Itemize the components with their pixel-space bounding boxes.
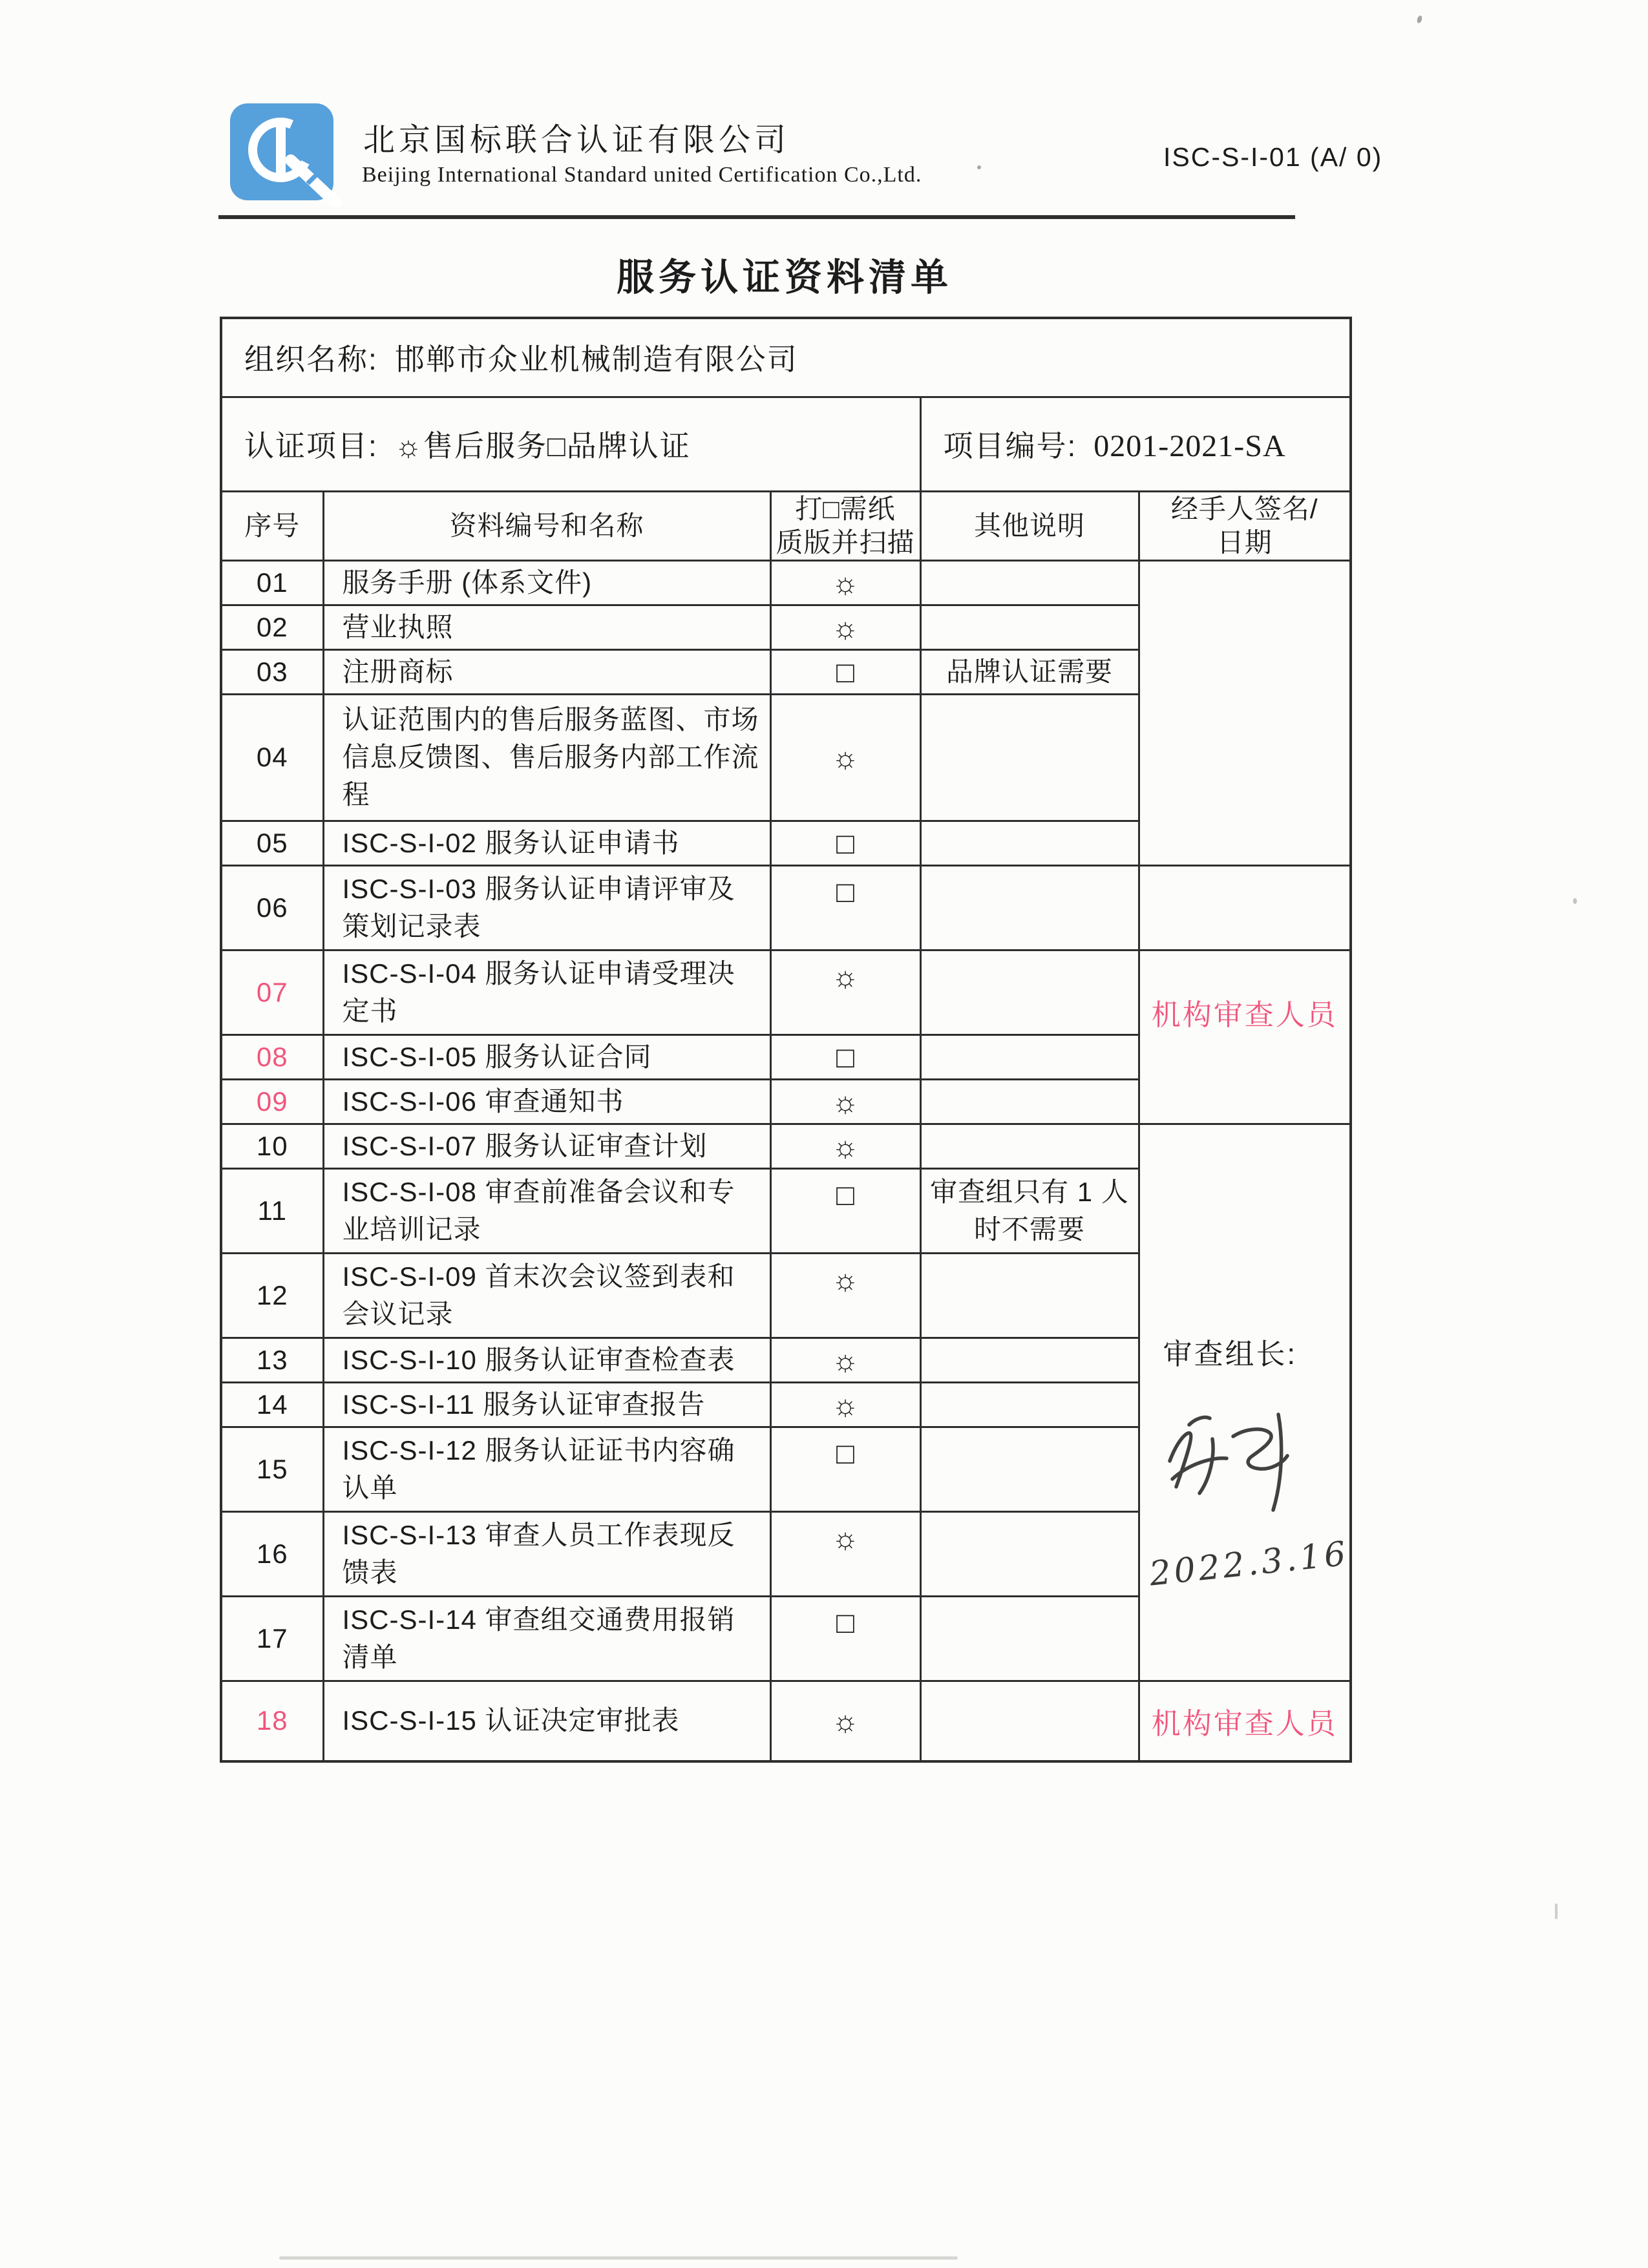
doc-name: ISC-S-I-11 服务认证审查报告 — [323, 1382, 770, 1427]
row-number: 04 — [221, 694, 323, 821]
note-cell: 审查组只有 1 人 时不需要 — [920, 1168, 1139, 1253]
table-row — [221, 560, 1351, 605]
note-cell — [920, 694, 1139, 821]
doc-name: 营业执照 — [323, 605, 770, 649]
company-logo-icon — [227, 101, 341, 207]
note-cell: 品牌认证需要 — [920, 649, 1139, 694]
print-scan-mark: ☼ — [770, 950, 920, 1034]
print-scan-mark: ☼ — [770, 560, 920, 605]
leader-label: 审查组长: — [1163, 1337, 1298, 1370]
print-scan-mark: □ — [770, 1168, 920, 1253]
sign-cell-leader — [1139, 1124, 1351, 1681]
scan-speck — [1573, 898, 1577, 904]
table-row — [221, 1681, 1351, 1761]
sign-cell-empty — [1139, 560, 1351, 865]
doc-name: ISC-S-I-13 审查人员工作表现反馈表 — [323, 1511, 770, 1596]
print-scan-mark: ☼ — [770, 1382, 920, 1427]
doc-name: ISC-S-I-10 服务认证审查检查表 — [323, 1338, 770, 1382]
doc-name: ISC-S-I-12 服务认证证书内容确认单 — [323, 1427, 770, 1511]
note-cell — [920, 1596, 1139, 1681]
row-number: 11 — [221, 1168, 323, 1253]
doc-name: ISC-S-I-05 服务认证合同 — [323, 1034, 770, 1079]
note-cell — [920, 1253, 1139, 1338]
note-cell — [920, 1382, 1139, 1427]
project-label: 认证项目: — [244, 429, 378, 463]
doc-name: 认证范围内的售后服务蓝图、市场信息反馈图、售后服务内部工作流程 — [323, 694, 770, 821]
row-number: 10 — [221, 1124, 323, 1168]
note-cell — [920, 605, 1139, 649]
note-cell — [920, 1124, 1139, 1168]
sign-cell-empty — [1139, 865, 1351, 950]
row-number: 07 — [221, 950, 323, 1034]
row-number: 12 — [221, 1253, 323, 1338]
table-row — [221, 1124, 1351, 1168]
row-number: 05 — [221, 821, 323, 865]
checklist-table — [220, 317, 1349, 1763]
org-name-row — [221, 318, 1351, 397]
row-number: 13 — [221, 1338, 323, 1382]
note-cell — [920, 865, 1139, 950]
row-number: 14 — [221, 1382, 323, 1427]
doc-name: ISC-S-I-14 审查组交通费用报销清单 — [323, 1596, 770, 1681]
print-scan-mark: □ — [770, 649, 920, 694]
col-header-print: 打□需纸 质版并扫描 — [770, 491, 920, 560]
note-cell — [920, 1079, 1139, 1124]
col-header-name: 资料编号和名称 — [323, 491, 770, 560]
project-row — [221, 397, 1351, 491]
print-scan-mark: ☼ — [770, 1511, 920, 1596]
company-name-cn: 北京国标联合认证有限公司 — [363, 123, 790, 158]
print-scan-mark: □ — [770, 1596, 920, 1681]
org-value: 邯郸市众业机械制造有限公司 — [394, 342, 798, 377]
project-cell — [221, 397, 920, 491]
sign-cell-agency-reviewer: 机构审查人员 — [1139, 950, 1351, 1124]
page-title: 服务认证资料清单 — [616, 257, 953, 299]
print-scan-mark: ☼ — [770, 1338, 920, 1382]
doc-name: ISC-S-I-03 服务认证申请评审及策划记录表 — [323, 865, 770, 950]
doc-name: ISC-S-I-15 认证决定审批表 — [323, 1681, 770, 1761]
table-row — [221, 865, 1351, 950]
company-name-en: Beijing International Standard united Certification Co.,Ltd. — [362, 163, 922, 187]
print-scan-mark: ☼ — [770, 1253, 920, 1338]
header-divider — [218, 215, 1295, 219]
row-number: 03 — [221, 649, 323, 694]
print-scan-mark: □ — [770, 1427, 920, 1511]
scan-edge-artifact — [279, 2256, 958, 2260]
col-header-no: 序号 — [221, 491, 323, 560]
row-number: 18 — [221, 1681, 323, 1761]
note-cell — [920, 1034, 1139, 1079]
col-header-note: 其他说明 — [920, 491, 1139, 560]
table-row — [221, 950, 1351, 1034]
row-number: 15 — [221, 1427, 323, 1511]
project-no-value: 0201-2021-SA — [1093, 429, 1286, 463]
note-cell — [920, 950, 1139, 1034]
document-number: ISC-S-I-01 (A/ 0) — [1163, 142, 1383, 172]
row-number: 16 — [221, 1511, 323, 1596]
doc-name: ISC-S-I-07 服务认证审查计划 — [323, 1124, 770, 1168]
scan-speck — [1416, 15, 1422, 24]
print-scan-mark: ☼ — [770, 694, 920, 821]
org-label: 组织名称: — [244, 342, 378, 377]
note-cell — [920, 1427, 1139, 1511]
project-no-label: 项目编号: — [943, 429, 1077, 463]
project-value: ☼售后服务□品牌认证 — [394, 429, 691, 463]
table-header-row — [221, 491, 1351, 560]
note-cell — [920, 821, 1139, 865]
doc-name: ISC-S-I-04 服务认证申请受理决定书 — [323, 950, 770, 1034]
row-number: 08 — [221, 1034, 323, 1079]
doc-name: ISC-S-I-08 审查前准备会议和专业培训记录 — [323, 1168, 770, 1253]
col-header-sign: 经手人签名/ 日期 — [1139, 491, 1351, 560]
row-number: 06 — [221, 865, 323, 950]
note-cell — [920, 1681, 1139, 1761]
note-cell — [920, 1511, 1139, 1596]
print-scan-mark: ☼ — [770, 1079, 920, 1124]
row-number: 01 — [221, 560, 323, 605]
print-scan-mark: □ — [770, 1034, 920, 1079]
scan-speck — [1555, 1904, 1558, 1919]
print-scan-mark: □ — [770, 865, 920, 950]
row-number: 09 — [221, 1079, 323, 1124]
doc-name: ISC-S-I-02 服务认证申请书 — [323, 821, 770, 865]
row-number: 02 — [221, 605, 323, 649]
doc-name: 服务手册 (体系文件) — [323, 560, 770, 605]
doc-name: ISC-S-I-09 首末次会议签到表和会议记录 — [323, 1253, 770, 1338]
doc-name: 注册商标 — [323, 649, 770, 694]
print-scan-mark: □ — [770, 821, 920, 865]
note-cell — [920, 1338, 1139, 1382]
note-cell — [920, 560, 1139, 605]
project-no-cell — [920, 397, 1351, 491]
doc-name: ISC-S-I-06 审查通知书 — [323, 1079, 770, 1124]
print-scan-mark: ☼ — [770, 605, 920, 649]
handwritten-signature — [1150, 1402, 1312, 1540]
row-number: 17 — [221, 1596, 323, 1681]
print-scan-mark: ☼ — [770, 1124, 920, 1168]
handwritten-date: 2022.3.16 — [1147, 1533, 1351, 1594]
scan-speck — [977, 165, 981, 169]
print-scan-mark: ☼ — [770, 1681, 920, 1761]
org-name-cell — [221, 318, 1351, 397]
sign-cell-agency-reviewer: 机构审查人员 — [1139, 1681, 1351, 1761]
